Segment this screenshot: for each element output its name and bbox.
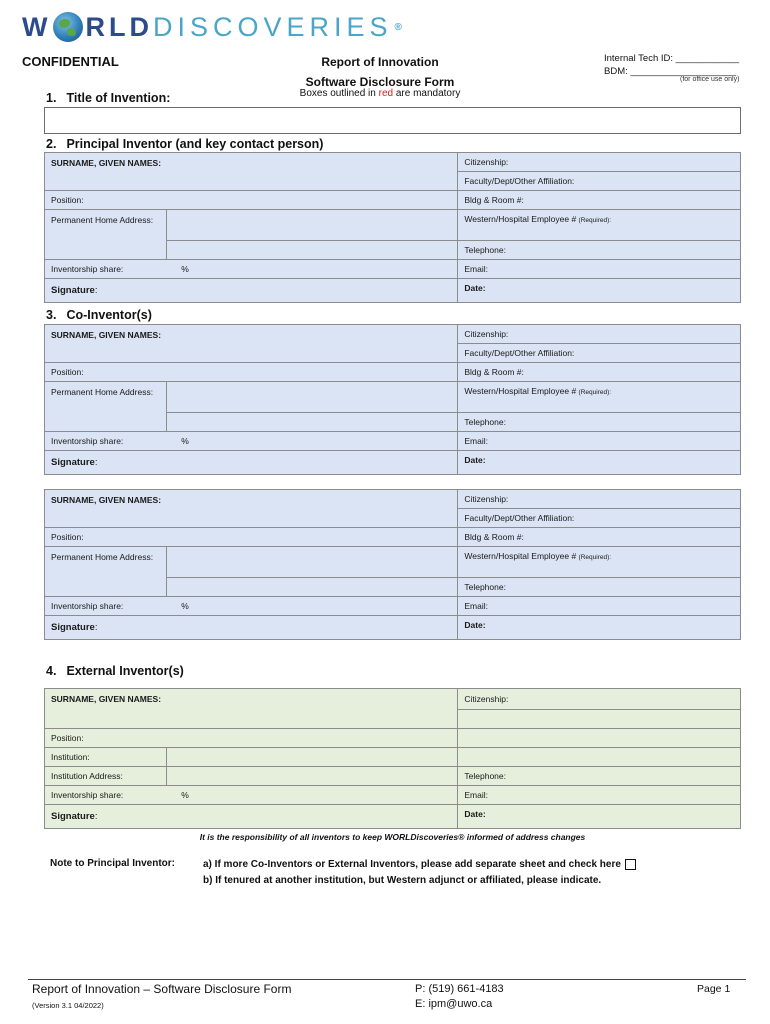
telephone-field[interactable] [458, 578, 741, 597]
position-field[interactable] [45, 363, 458, 382]
position-extra-input[interactable] [458, 729, 741, 748]
citizenship-input[interactable] [458, 710, 741, 729]
employee-field[interactable] [458, 210, 741, 241]
email-field[interactable] [458, 597, 741, 616]
worlddiscoveries-logo [22, 8, 406, 46]
signature-field[interactable] [45, 451, 458, 475]
signature-colon: : [94, 811, 98, 822]
bdm-field: BDM: ____________________ [604, 66, 737, 77]
note-to-principal-text [203, 857, 636, 889]
section-number: 2. [46, 137, 57, 151]
home-address-label: Permanent Home Address: [45, 382, 167, 432]
email-label: Email: [464, 436, 488, 446]
section-3-heading [46, 308, 152, 322]
institution-address-label: Institution Address: [45, 767, 167, 786]
footer-phone: P: (519) 661-4183 [415, 983, 504, 995]
logo-registered: ® [394, 21, 406, 33]
footer-title: Report of Innovation – Software Disclosure Form [32, 982, 292, 996]
bldg-label: Bldg & Room #: [464, 367, 524, 377]
citizenship-label: Citizenship: [464, 694, 509, 704]
share-label: Inventorship share: [51, 436, 124, 446]
note-line-a [203, 857, 636, 873]
office-use-note: (for office use only) [680, 76, 740, 83]
share-field[interactable] [45, 260, 458, 279]
faculty-label: Faculty/Dept/Other Affiliation: [464, 513, 575, 523]
share-field[interactable] [45, 432, 458, 451]
telephone-field[interactable] [458, 413, 741, 432]
required-note: (Required): [578, 389, 612, 396]
share-label: Inventorship share: [51, 601, 124, 611]
percent-sign: % [181, 264, 189, 274]
signature-label: Signature [51, 811, 95, 822]
institution-label: Institution: [45, 748, 167, 767]
signature-label: Signature [51, 285, 95, 296]
employee-label: Western/Hospital Employee # [464, 214, 579, 224]
bldg-label: Bldg & Room #: [464, 532, 524, 542]
note-to-principal-label: Note to Principal Inventor: [50, 858, 176, 869]
position-label: Position: [51, 532, 84, 542]
telephone-label: Telephone: [464, 245, 506, 255]
bldg-field[interactable] [458, 363, 741, 382]
home-address-input-1[interactable] [166, 210, 457, 241]
internal-tech-id: Internal Tech ID: ____________ [604, 53, 740, 64]
employee-field[interactable] [458, 382, 741, 413]
section-number: 4. [46, 664, 57, 678]
faculty-field[interactable] [458, 172, 741, 191]
date-field[interactable] [458, 616, 741, 640]
citizenship-field[interactable] [458, 689, 741, 710]
section-title: External Inventor(s) [66, 664, 184, 678]
home-address-input-2[interactable] [166, 578, 457, 597]
co-inventor-table-2 [44, 489, 741, 640]
required-note: (Required): [578, 554, 612, 561]
section-title: Co-Inventor(s) [66, 308, 152, 322]
required-note: (Required): [578, 217, 612, 224]
signature-field[interactable] [45, 616, 458, 640]
faculty-field[interactable] [458, 509, 741, 528]
home-address-input-2[interactable] [166, 413, 457, 432]
employee-field[interactable] [458, 547, 741, 578]
citizenship-field[interactable] [458, 153, 741, 172]
footer-divider [28, 979, 746, 980]
signature-colon: : [94, 622, 98, 633]
date-field[interactable] [458, 805, 741, 829]
globe-icon [53, 12, 83, 42]
section-1-heading [46, 91, 170, 105]
faculty-label: Faculty/Dept/Other Affiliation: [464, 348, 575, 358]
surname-field[interactable] [45, 325, 458, 363]
principal-inventor-table [44, 152, 741, 303]
position-field[interactable] [45, 191, 458, 210]
signature-label: Signature [51, 457, 95, 468]
date-label: Date: [464, 620, 486, 630]
signature-colon: : [94, 285, 98, 296]
institution-input[interactable] [166, 748, 458, 767]
footer-contact [415, 982, 504, 1012]
co-inventor-table-1 [44, 324, 741, 475]
employee-label: Western/Hospital Employee # [464, 551, 579, 561]
external-inventor-table [44, 688, 741, 829]
email-field[interactable] [458, 786, 741, 805]
mandatory-text: Boxes outlined in [299, 88, 379, 99]
email-label: Email: [464, 264, 488, 274]
section-4-heading [46, 664, 184, 678]
citizenship-label: Citizenship: [464, 157, 509, 167]
faculty-label: Faculty/Dept/Other Affiliation: [464, 176, 575, 186]
share-label: Inventorship share: [51, 790, 124, 800]
bldg-field[interactable] [458, 191, 741, 210]
section-number: 1. [46, 91, 57, 105]
footer-page-number: Page 1 [697, 983, 731, 995]
home-address-input-1[interactable] [166, 382, 457, 413]
citizenship-label: Citizenship: [464, 494, 509, 504]
surname-label: SURNAME, GIVEN NAMES: [51, 158, 162, 168]
footer-version: (Version 3.1 04/2022) [32, 1001, 104, 1010]
title-of-invention-input[interactable] [44, 107, 741, 134]
home-address-label: Permanent Home Address: [45, 547, 167, 597]
form-title [280, 52, 480, 92]
note-line-a-text: a) If more Co-Inventors or External Inventors, please add separate sheet and check here [203, 859, 621, 870]
signature-label: Signature [51, 622, 95, 633]
mandatory-text-end: are mandatory [393, 88, 461, 99]
surname-label: SURNAME, GIVEN NAMES: [51, 330, 162, 340]
institution-address-input[interactable] [166, 767, 458, 786]
mandatory-note [270, 88, 490, 99]
position-label: Position: [51, 195, 84, 205]
confidential-label: CONFIDENTIAL [22, 54, 119, 69]
section-2-heading [46, 137, 323, 151]
additional-sheet-checkbox[interactable] [625, 859, 636, 870]
share-field[interactable] [45, 786, 458, 805]
date-label: Date: [464, 283, 486, 293]
telephone-field[interactable] [458, 241, 741, 260]
section-title: Title of Invention: [66, 91, 171, 105]
telephone-field[interactable] [458, 767, 741, 786]
email-field[interactable] [458, 260, 741, 279]
email-label: Email: [464, 601, 488, 611]
form-title-line1: Report of Innovation [321, 55, 439, 69]
employee-label: Western/Hospital Employee # [464, 386, 579, 396]
share-label: Inventorship share: [51, 264, 124, 274]
citizenship-label: Citizenship: [464, 329, 509, 339]
citizenship-field[interactable] [458, 325, 741, 344]
position-label: Position: [51, 367, 84, 377]
percent-sign: % [181, 436, 189, 446]
surname-label: SURNAME, GIVEN NAMES: [51, 694, 162, 704]
home-address-input-2[interactable] [166, 241, 457, 260]
section-number: 3. [46, 308, 57, 322]
date-field[interactable] [458, 451, 741, 475]
signature-field[interactable] [45, 279, 458, 303]
surname-label: SURNAME, GIVEN NAMES: [51, 495, 162, 505]
share-field[interactable] [45, 597, 458, 616]
position-field[interactable] [45, 729, 458, 748]
office-use-block [604, 52, 739, 78]
bldg-field[interactable] [458, 528, 741, 547]
citizenship-field[interactable] [458, 490, 741, 509]
telephone-label: Telephone: [464, 582, 506, 592]
percent-sign: % [181, 790, 189, 800]
date-field[interactable] [458, 279, 741, 303]
percent-sign: % [181, 601, 189, 611]
email-label: Email: [464, 790, 489, 800]
position-label: Position: [51, 733, 84, 743]
home-address-input-1[interactable] [166, 547, 457, 578]
email-field[interactable] [458, 432, 741, 451]
telephone-label: Telephone: [464, 771, 506, 781]
mandatory-red-word: red [378, 88, 394, 99]
logo-letter-w: W [22, 11, 52, 42]
surname-field[interactable] [45, 153, 458, 191]
position-field[interactable] [45, 528, 458, 547]
telephone-label: Telephone: [464, 417, 506, 427]
note-line-b: b) If tenured at another institution, but Western adjunct or affiliated, please indicate. [203, 875, 602, 886]
date-label: Date: [464, 455, 486, 465]
faculty-field[interactable] [458, 344, 741, 363]
form-title-line2: Software Disclosure Form [305, 75, 455, 89]
address-responsibility-note: It is the responsibility of all inventors to keep WORLDiscoveries® informed of address changes [199, 832, 586, 842]
surname-field[interactable] [45, 689, 458, 729]
footer-email: E: ipm@uwo.ca [415, 998, 493, 1010]
logo-rld: RLD [85, 11, 153, 42]
bldg-label: Bldg & Room #: [464, 195, 524, 205]
home-address-label: Permanent Home Address: [45, 210, 167, 260]
institution-extra-input[interactable] [458, 748, 741, 767]
signature-field[interactable] [45, 805, 458, 829]
logo-discoveries: DISCOVERIES [152, 11, 393, 42]
date-label: Date: [464, 809, 486, 819]
section-title: Principal Inventor (and key contact person) [66, 137, 324, 151]
surname-field[interactable] [45, 490, 458, 528]
signature-colon: : [94, 457, 98, 468]
